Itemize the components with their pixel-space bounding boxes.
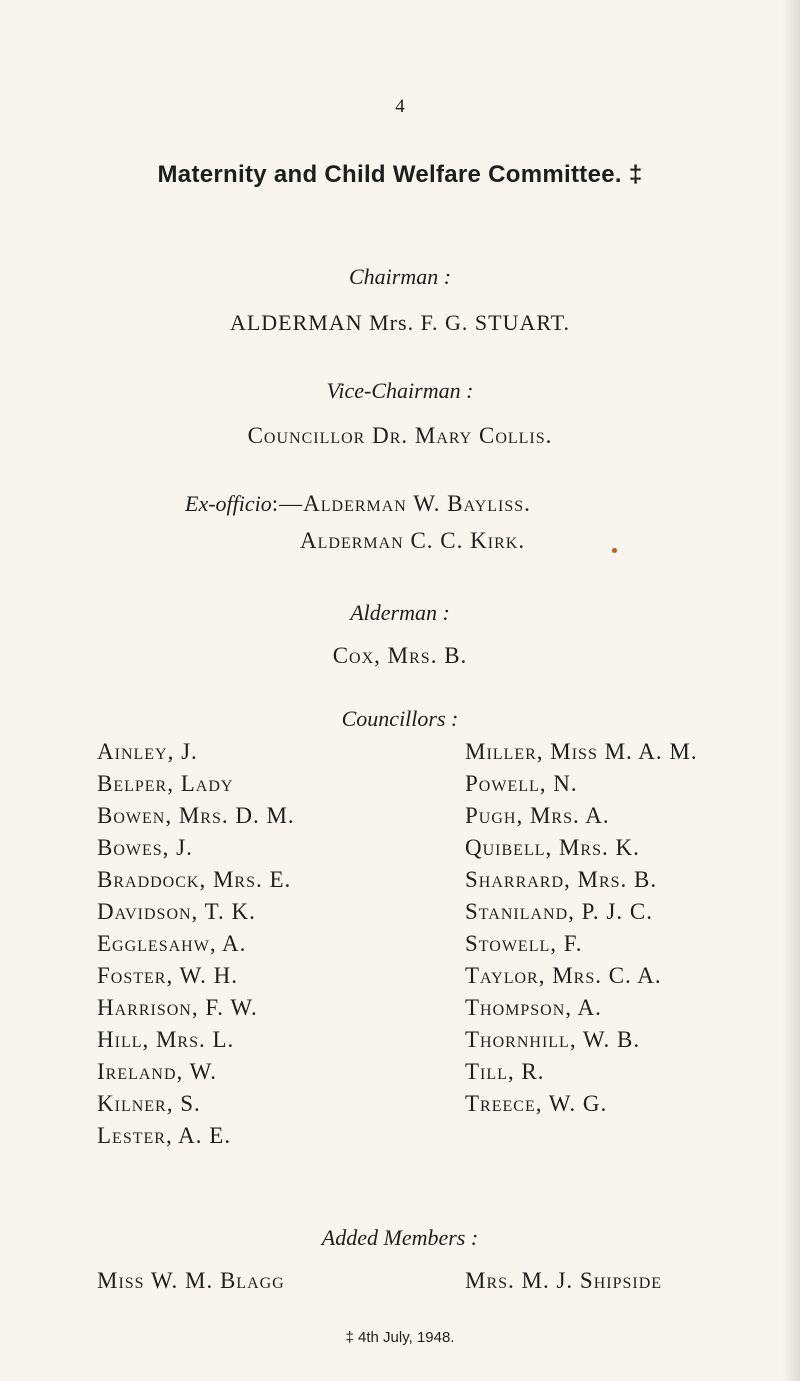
ex-officio-label: Ex-officio (185, 491, 272, 516)
councillors-heading: Councillors : (341, 706, 459, 731)
ex-officio-member: Alderman C. C. Kirk. (300, 528, 526, 553)
chairman-name: ALDERMAN Mrs. F. G. STUART. (229, 310, 571, 335)
councillor-entry: Pugh, Mrs. A. (465, 803, 610, 828)
councillor-entry: Hill, Mrs. L. (97, 1027, 235, 1052)
councillor-entry: Bowen, Mrs. D. M. (97, 803, 295, 828)
ex-officio-line (185, 491, 531, 517)
councillors-right-column (465, 736, 698, 1120)
councillor-entry: Foster, W. H. (97, 963, 239, 988)
councillor-entry: Thompson, A. (465, 995, 602, 1020)
councillor-entry: Powell, N. (465, 771, 578, 796)
councillor-entry: Egglesahw, A. (97, 931, 247, 956)
vice-chairman-name: Councillor Dr. Mary Collis. (247, 423, 553, 448)
page-edge-shadow (782, 0, 800, 1381)
councillor-entry: Taylor, Mrs. C. A. (465, 963, 662, 988)
vice-chairman-heading: Vice-Chairman : (326, 378, 474, 403)
chairman-heading: Chairman : (348, 264, 452, 289)
councillor-entry: Kilner, S. (97, 1091, 201, 1116)
page-number: 4 (395, 96, 405, 117)
councillor-entry: Treece, W. G. (465, 1091, 608, 1116)
councillor-entry: Staniland, P. J. C. (465, 899, 653, 924)
councillor-entry: Till, R. (465, 1059, 545, 1084)
councillor-entry: Harrison, F. W. (97, 995, 258, 1020)
councillor-entry: Thornhill, W. B. (465, 1027, 641, 1052)
councillor-entry: Ainley, J. (97, 739, 198, 764)
paper-speck (612, 548, 617, 553)
date-footnote: ‡ 4th July, 1948. (345, 1329, 455, 1346)
alderman-name: Cox, Mrs. B. (332, 643, 468, 668)
councillor-entry: Quibell, Mrs. K. (465, 835, 640, 860)
ex-officio-member: :—Alderman W. Bayliss. (271, 491, 531, 516)
committee-title: Maternity and Child Welfare Committee. ‡ (157, 161, 643, 188)
alderman-heading: Alderman : (350, 600, 450, 625)
councillor-entry: Miller, Miss M. A. M. (465, 739, 698, 764)
councillor-entry: Stowell, F. (465, 931, 583, 956)
councillor-entry: Belper, Lady (97, 771, 234, 796)
councillor-entry: Davidson, T. K. (97, 899, 256, 924)
councillor-entry: Lester, A. E. (97, 1123, 232, 1148)
councillor-entry: Braddock, Mrs. E. (97, 867, 292, 892)
councillors-left-column (97, 736, 295, 1152)
added-member-entry: Mrs. M. J. Shipside (465, 1268, 663, 1293)
councillor-entry: Ireland, W. (97, 1059, 217, 1084)
added-member-entry: Miss W. M. Blagg (97, 1268, 285, 1293)
added-members-heading: Added Members : (321, 1225, 479, 1250)
councillor-entry: Bowes, J. (97, 835, 193, 860)
councillor-entry: Sharrard, Mrs. B. (465, 867, 658, 892)
